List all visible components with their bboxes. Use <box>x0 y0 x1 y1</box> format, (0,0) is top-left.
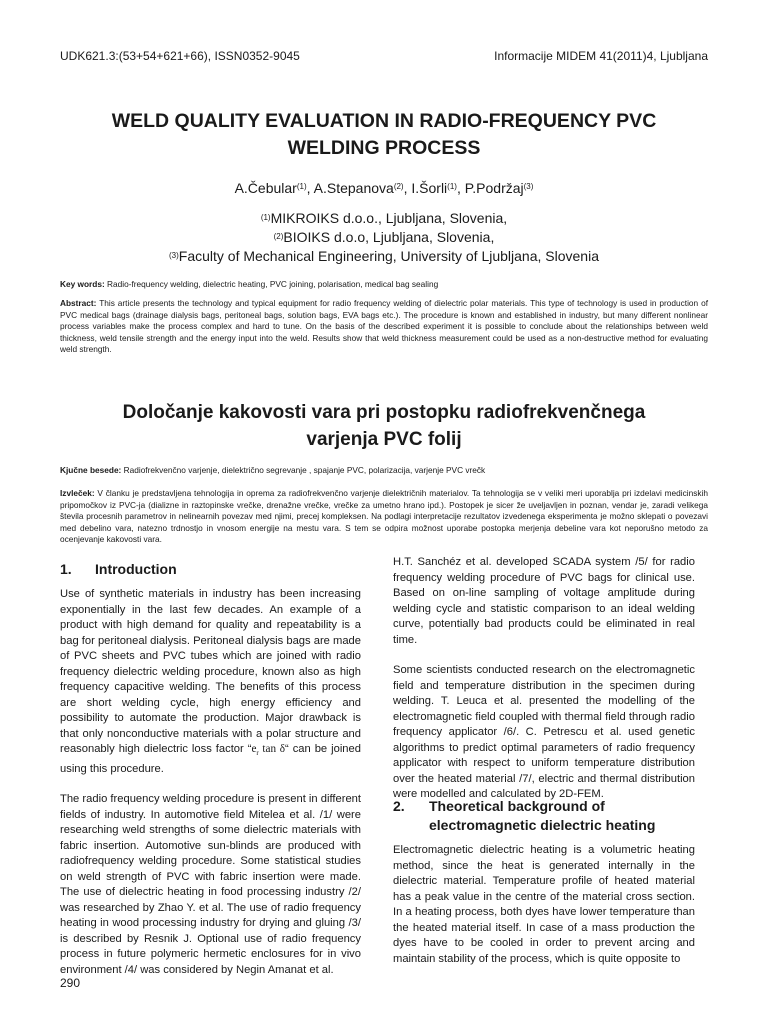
intro-paragraph-1: Use of synthetic materials in industry has been increasing exponentially in the last few decades. An example of a product with high demand for quality and repeatability is a bag for peritoneal dialysis. Peritoneal dialysis bags are made of PVC sheets and PVC tubes which are joined with radio frequency dielectric welding procedure, known also as high frequency capacitive welding. The benefits of this process are short welding cycle, high energy efficiency and possibility to automate the production. Major drawback is that only nonconductive materials with a polar structure and reasonably high dielectric loss factor “$e_r$ tan δ“ can be joined using this procedure. <box>60 588 361 775</box>
author: I.Šorli$^{(1)}$, <box>411 180 465 196</box>
loss-factor-symbol: $e_r$ tan δ <box>251 743 286 758</box>
right-column <box>393 555 695 803</box>
author: A.Stepanova$^{(2)}$, <box>313 180 412 196</box>
author: P.Podržaj$^{(3)}$ <box>464 180 534 196</box>
affiliation: $^{(3)}$Faculty of Mechanical Engineering, University of Ljubljana, Slovenia <box>168 248 599 264</box>
affiliation: $^{(1)}$MIKROIKS d.o.o., Ljubljana, Slovenia, <box>260 210 508 226</box>
intro-paragraph-2: The radio frequency welding procedure is present in different fields of industry. In automotive field Mitelea et al. /1/ were researching weld strengths of some dielectric materials with fabric insertion. Automotive sun-blinds are produced with radiofrequency welding procedure. Some statistical studies on weld strength of PVC with fabric insertion were made. The use of dielectric heating in food processing industry /2/ was researched by Zhao Y. et al. The use of radio frequency heating in wood processing industry for drying and gluing /3/ is described by Resnik J. Optional use of radio frequency process in future polymeric hermetic enclosures for in vivo environment /4/ was considered by Negin Amanat et al. <box>60 793 361 976</box>
left-column <box>60 587 361 978</box>
intro-paragraph-4: Some scientists conducted research on the electromagnetic field and temperature distribution in the specimen during welding. T. Leuca et al. presented the modelling of the electromagnetic field coupled with thermal field through radio frequency applicator /6/. C. Petrescu et al. used genetic algorithms to predict optimal parameters of radio frequency applicator with respect to uniform temperature distribution over the heated material /7/, electric and thermal distribution were modelled and calculated by 2D-FEM. <box>393 664 695 800</box>
journal-udk-header: UDK621.3:(53+54+621+66), ISSN0352-9045 <box>60 49 300 63</box>
intro-paragraph-3: H.T. Sanchéz et al. developed SCADA system /5/ for radio frequency welding procedure of PVC bags for clinical use. Based on on-line sampling of voltage amplitude during welding cycle and statistic comparison to an ideal welding curve, potentially bad products could be eliminated in real time. <box>393 556 695 646</box>
title-en-line-1: WELD QUALITY EVALUATION IN RADIO-FREQUENCY PVC <box>111 110 657 132</box>
theory-paragraph-1: Electromagnetic dielectric heating is a volumetric heating method, since the heat is generated internally in the dielectric material. Temperature profile of heated material has a peak value in the centre of the material cross section. In a heating process, both dyes have lower temperature than the heated material itself. In case of a mass production the dyes have to be cooled in order to prevent arcing and maintain stability of the process, which is quite opposite to <box>393 844 695 965</box>
paper-title-english <box>60 108 708 162</box>
keywords-slovenian: Kjučne besede: Radiofrekvenčno varjenje, dielektrično segrevanje , spajanje PVC, polarizacija, varjenje PVC vrečk <box>60 465 486 475</box>
title-sl-line-1: Določanje kakovosti vara pri postopku radiofrekvenčnega <box>122 402 646 423</box>
abstract-english: Abstract: This article presents the technology and typical equipment for radio frequency welding of dielectric polar materials. This type of technology is used in production of PVC medical bags (drainage dialysis bags, peritoneal bags, solution bags, EVA bags etc.). The procedure is known and established in industry, but many different nonlinear process variables make the process complex and hard to tune. On the basis of the described experiment it is possible to conclude about the relationships between weld thickness, weld tensile strength and the energy input into the weld. Results show that weld thickness measurement could be used as a non-destructive method for evaluating weld strength. <box>60 298 708 354</box>
section-1-number: 1. <box>60 561 72 577</box>
title-en-line-2: WELDING PROCESS <box>287 137 481 159</box>
affiliation-list <box>60 209 708 266</box>
affiliation: $^{(2)}$BIOIKS d.o.o, Ljubljana, Slovenia, <box>273 229 495 245</box>
journal-issue-header: Informacije MIDEM 41(2011)4, Ljubljana <box>494 49 708 63</box>
section-1-title: Introduction <box>95 561 177 577</box>
keywords-english: Key words: Radio-frequency welding, dielectric heating, PVC joining, polarisation, medical bag sealing <box>60 279 439 289</box>
author: A.Čebular$^{(1)}$, <box>234 180 314 196</box>
abstract-slovenian: Izvleček: V članku je predstavljena tehnologija in oprema za radiofrekvenčno varjenje dielektričnih materialov. Ta tehnologija se v veliki meri uporablja pri izdelavi medicinskih pripomočkov iz PVC-ja (dializne in raztopinske vrečke, drenažne vrečke, vrečke za umetno hrano ipd.). Postopek je sicer že uveljavljen in poznan, vendar je, zaradi velikega števila procesnih parametrov in nelinearnih povezav med njimi, precej kompleksen. Na podlagi interpretacije rezultatov izvedenega eksperimenta je možno sklepati o povezavi med debelino vara, natezno trdnostjo in vnosom energije na mestu vara. S tem se odpira možnost uporabe postopka merjenja debeline vara kot neporušno metodo za ocenjevanje kakovosti vara. <box>60 488 708 544</box>
title-sl-line-2: varjenja PVC folij <box>306 429 462 450</box>
author-list <box>60 179 708 197</box>
page-number: 290 <box>60 976 81 990</box>
section-2-number: 2. <box>393 798 405 814</box>
section-2-title: Theoretical background of electromagnetic dielectric heating <box>429 798 656 833</box>
paper-title-slovenian <box>60 399 708 453</box>
